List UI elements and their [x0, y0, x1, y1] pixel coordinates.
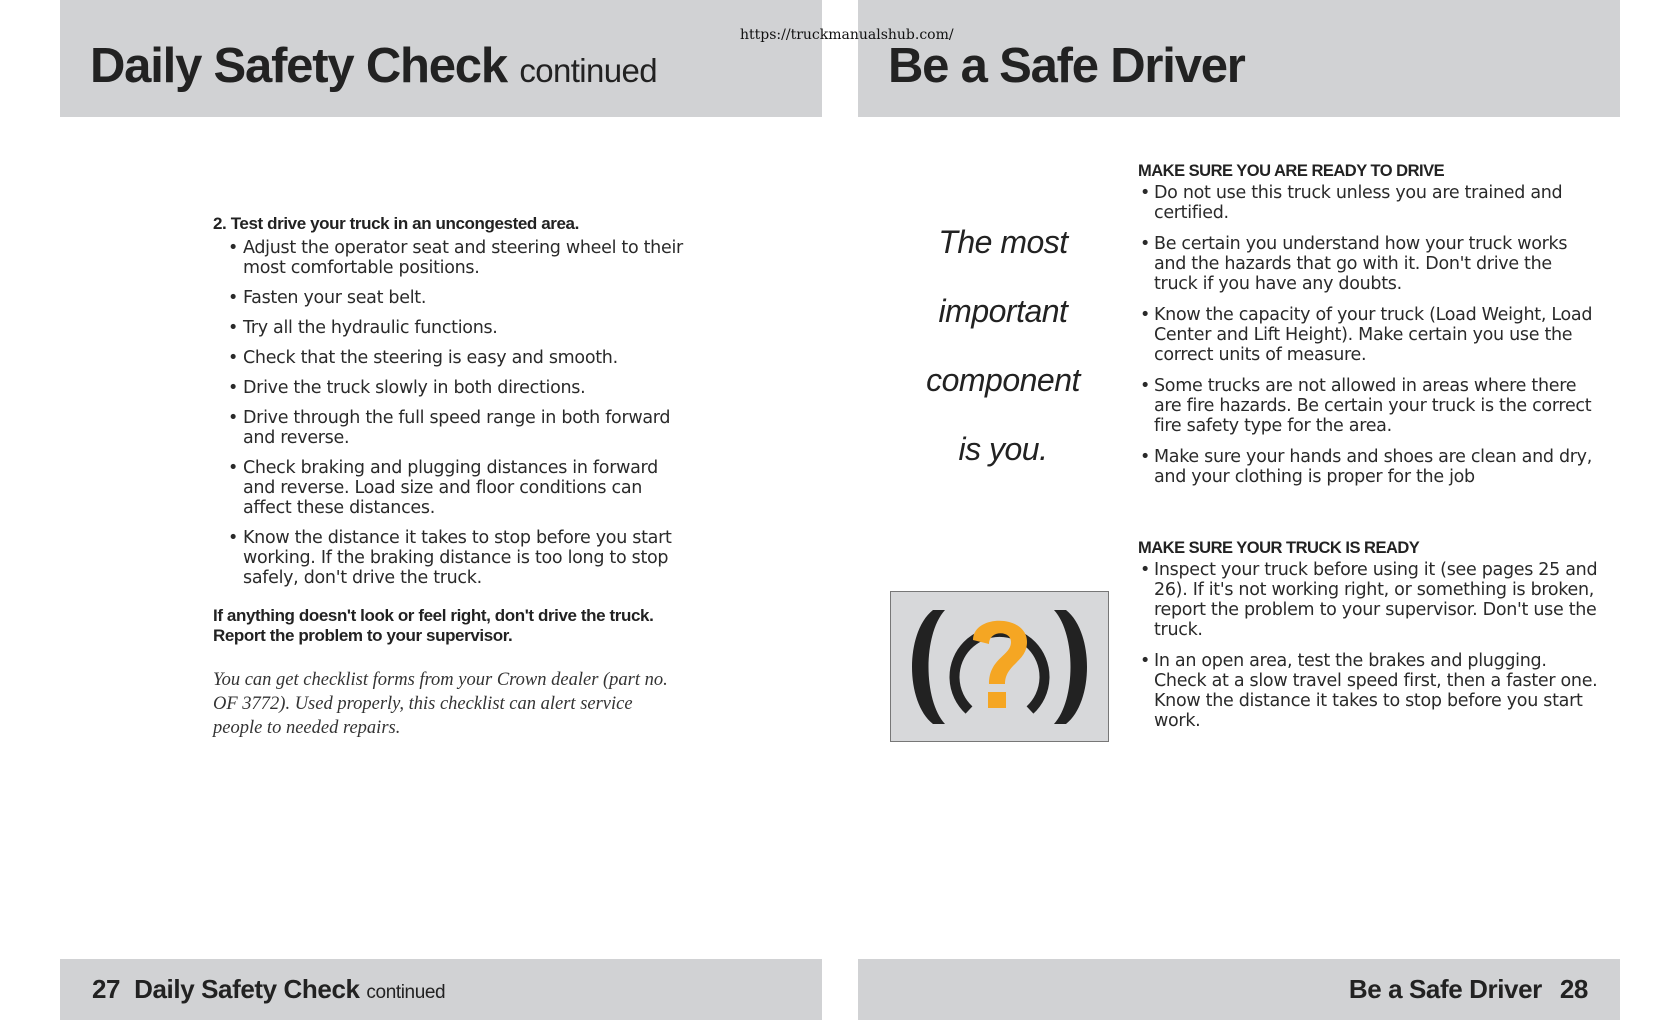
left-title-suffix: continued: [519, 52, 658, 89]
brake-warning-svg: [891, 592, 1108, 741]
list-item: • Try all the hydraulic functions.: [213, 318, 683, 338]
list-item: • Be certain you understand how your truck works and the hazards that go with it. Don't drive the truck if you have any doubts.: [1138, 234, 1598, 294]
list-item: • Do not use this truck unless you are trained and certified.: [1138, 183, 1598, 223]
pull-quote: [918, 210, 1088, 486]
right-page-content: [1138, 162, 1598, 742]
left-header-band: [60, 0, 822, 117]
list-item: • Drive the truck slowly in both directions.: [213, 378, 683, 398]
list-item: • Some trucks are not allowed in areas where there are fire hazards. Be certain your truck is the correct fire safety type for the area.: [1138, 376, 1598, 436]
right-header-band: [858, 0, 1620, 117]
right-page-title: Be a Safe Driver: [888, 39, 1245, 93]
page-number: 27: [92, 974, 121, 1004]
quote-line: is you.: [958, 431, 1048, 467]
warning-text: If anything doesn't look or feel right, don't drive the truck. Report the problem to your supervisor.: [213, 606, 654, 645]
footer-title: Daily Safety Check: [134, 974, 360, 1004]
left-page-title: Daily Safety Check continued: [90, 39, 658, 93]
list-item: • In an open area, test the brakes and plugging. Check at a slow travel speed first, then a faster one. Know the distance it takes to stop before you start work.: [1138, 651, 1598, 731]
ready-to-drive-list: [1138, 183, 1598, 487]
list-item: • Make sure your hands and shoes are clean and dry, and your clothing is proper for the job: [1138, 447, 1598, 487]
quote-line: important: [938, 293, 1068, 329]
brake-warning-question-icon: [890, 591, 1109, 742]
truck-ready-list: [1138, 560, 1598, 731]
list-item: • Know the capacity of your truck (Load Weight, Load Center and Lift Height). Make certain you use the correct units of measure.: [1138, 305, 1598, 365]
footer-suffix: continued: [366, 982, 446, 1003]
right-footer-band: [858, 959, 1620, 1020]
page-number: 28: [1559, 974, 1588, 1004]
quote-line: The most: [938, 224, 1068, 260]
list-item: • Inspect your truck before using it (see pages 25 and 26). If it's not working right, or something is broken, report the problem to your supervisor. Don't use the truck.: [1138, 560, 1598, 640]
ready-to-drive-heading: MAKE SURE YOU ARE READY TO DRIVE: [1138, 162, 1445, 180]
step-heading: 2. Test drive your truck in an uncongested area.: [213, 214, 579, 233]
test-drive-list: [213, 238, 683, 588]
truck-ready-section: [1138, 539, 1598, 731]
left-page-content: [213, 214, 683, 740]
source-url[interactable]: https://truckmanualshub.com/: [740, 27, 954, 43]
footer-title: Be a Safe Driver: [1348, 974, 1542, 1004]
list-item: • Adjust the operator seat and steering wheel to their most comfortable positions.: [213, 238, 683, 278]
list-item: • Check braking and plugging distances in forward and reverse. Load size and floor conditions can affect these distances.: [213, 458, 683, 518]
list-item: • Fasten your seat belt.: [213, 288, 683, 308]
checklist-note: You can get checklist forms from your Crown dealer (part no. OF 3772). Used properly, this checklist can alert service people to needed repairs.: [213, 670, 668, 738]
left-footer: [92, 974, 445, 1005]
list-item: • Drive through the full speed range in both forward and reverse.: [213, 408, 683, 448]
quote-line: component: [926, 362, 1080, 398]
list-item: • Know the distance it takes to stop before you start working. If the braking distance is too long to stop safely, don't drive the truck.: [213, 528, 683, 588]
truck-ready-heading: MAKE SURE YOUR TRUCK IS READY: [1138, 539, 1420, 557]
right-footer: [1349, 974, 1588, 1005]
list-item: • Check that the steering is easy and smooth.: [213, 348, 683, 368]
left-footer-band: [60, 959, 822, 1020]
